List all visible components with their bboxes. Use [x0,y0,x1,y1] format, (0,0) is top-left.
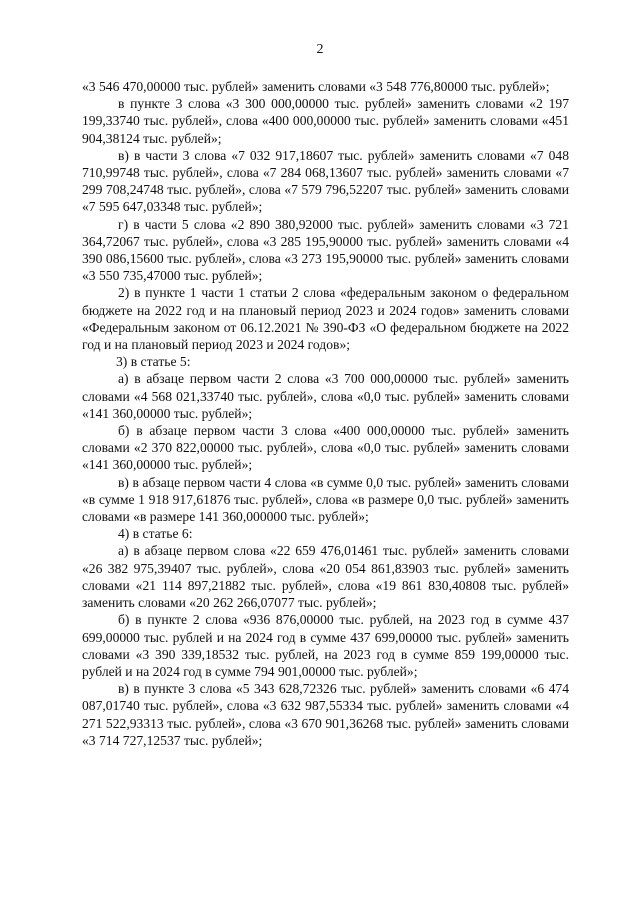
paragraph: 2) в пункте 1 части 1 статьи 2 слова «федеральным законом о федеральном бюджете на 2022 год и на плановый период 2023 и 2024 годов» заменить словами «Федеральным законом от 06.12.2021 № 390-ФЗ «О федеральном бюджете на 2022 год и на плановый период 2023 и 2024 годов»; [82,285,569,353]
document-body [82,78,569,749]
page-number: 2 [316,42,324,57]
paragraph: а) в абзаце первом части 2 слова «3 700 000,00000 тыс. рублей» заменить словами «4 568 021,33740 тыс. рублей», слова «0,0 тыс. рублей» заменить словами «141 360,00000 тыс. рублей»; [82,371,569,421]
paragraph: в) в пункте 3 слова «5 343 628,72326 тыс. рублей» заменить словами «6 474 087,01740 тыс. рублей», слова «3 632 987,55334 тыс. рублей» заменить словами «4 271 522,93313 тыс. рублей», слова «3 670 901,36268 тыс. рублей» заменить словами «3 714 727,12537 тыс. рублей»; [82,681,569,748]
paragraph: в пункте 3 слова «3 300 000,00000 тыс. рублей» заменить словами «2 197 199,33740 тыс. рублей», слова «400 000,00000 тыс. рублей» заменить словами «451 904,38124 тыс. рублей»; [82,96,569,146]
paragraph: г) в части 5 слова «2 890 380,92000 тыс. рублей» заменить словами «3 721 364,72067 тыс. рублей», слова «3 285 195,90000 тыс. рублей» заменить словами «4 390 086,15600 тыс. рублей», слова «3 273 195,90000 тыс. рублей» заменить словами «3 550 735,47000 тыс. рублей»; [82,216,569,284]
paragraph: в) в части 3 слова «7 032 917,18607 тыс. рублей» заменить словами «7 048 710,99748 тыс. рублей», слова «7 284 068,13607 тыс. рублей» заменить словами «7 299 708,24748 тыс. рублей», слова «7 579 796,52207 тыс. рублей» заменить словами «7 595 647,03348 тыс. рублей»; [82,147,569,215]
paragraph: 4) в статье 6: [118,526,193,542]
paragraph: б) в абзаце первом части 3 слова «400 000,00000 тыс. рублей» заменить словами «2 370 822,00000 тыс. рублей», слова «0,0 тыс. рублей» заменить словами «141 360,00000 тыс. рублей»; [82,423,569,473]
paragraph: б) в пункте 2 слова «936 876,00000 тыс. рублей, на 2023 год в сумме 437 699,00000 тыс. рублей и на 2024 год в сумме 437 699,00000 тыс. рублей» заменить словами «3 390 339,18532 тыс. рублей, на 2023 год в сумме 859 199,00000 тыс. рублей и на 2024 год в сумме 794 901,00000 тыс. рублей»; [82,612,569,679]
paragraph: «3 546 470,00000 тыс. рублей» заменить словами «3 548 776,80000 тыс. рублей»; [82,79,550,94]
paragraph: в) в абзаце первом части 4 слова «в сумме 0,0 тыс. рублей» заменить словами «в сумме 1 918 917,61876 тыс. рублей», слова «в размере 0,0 тыс. рублей» заменить словами «в размере 141 360,000000 тыс. рублей»; [82,474,569,525]
paragraph: а) в абзаце первом слова «22 659 476,01461 тыс. рублей» заменить словами «26 382 975,39407 тыс. рублей», слова «20 054 861,83903 тыс. рублей» заменить словами «21 114 897,21882 тыс. рублей», слова «19 861 830,40808 тыс. рублей» заменить словами «20 262 266,07077 тыс. рублей»; [82,543,569,611]
paragraph: 3) в статье 5: [116,354,191,370]
